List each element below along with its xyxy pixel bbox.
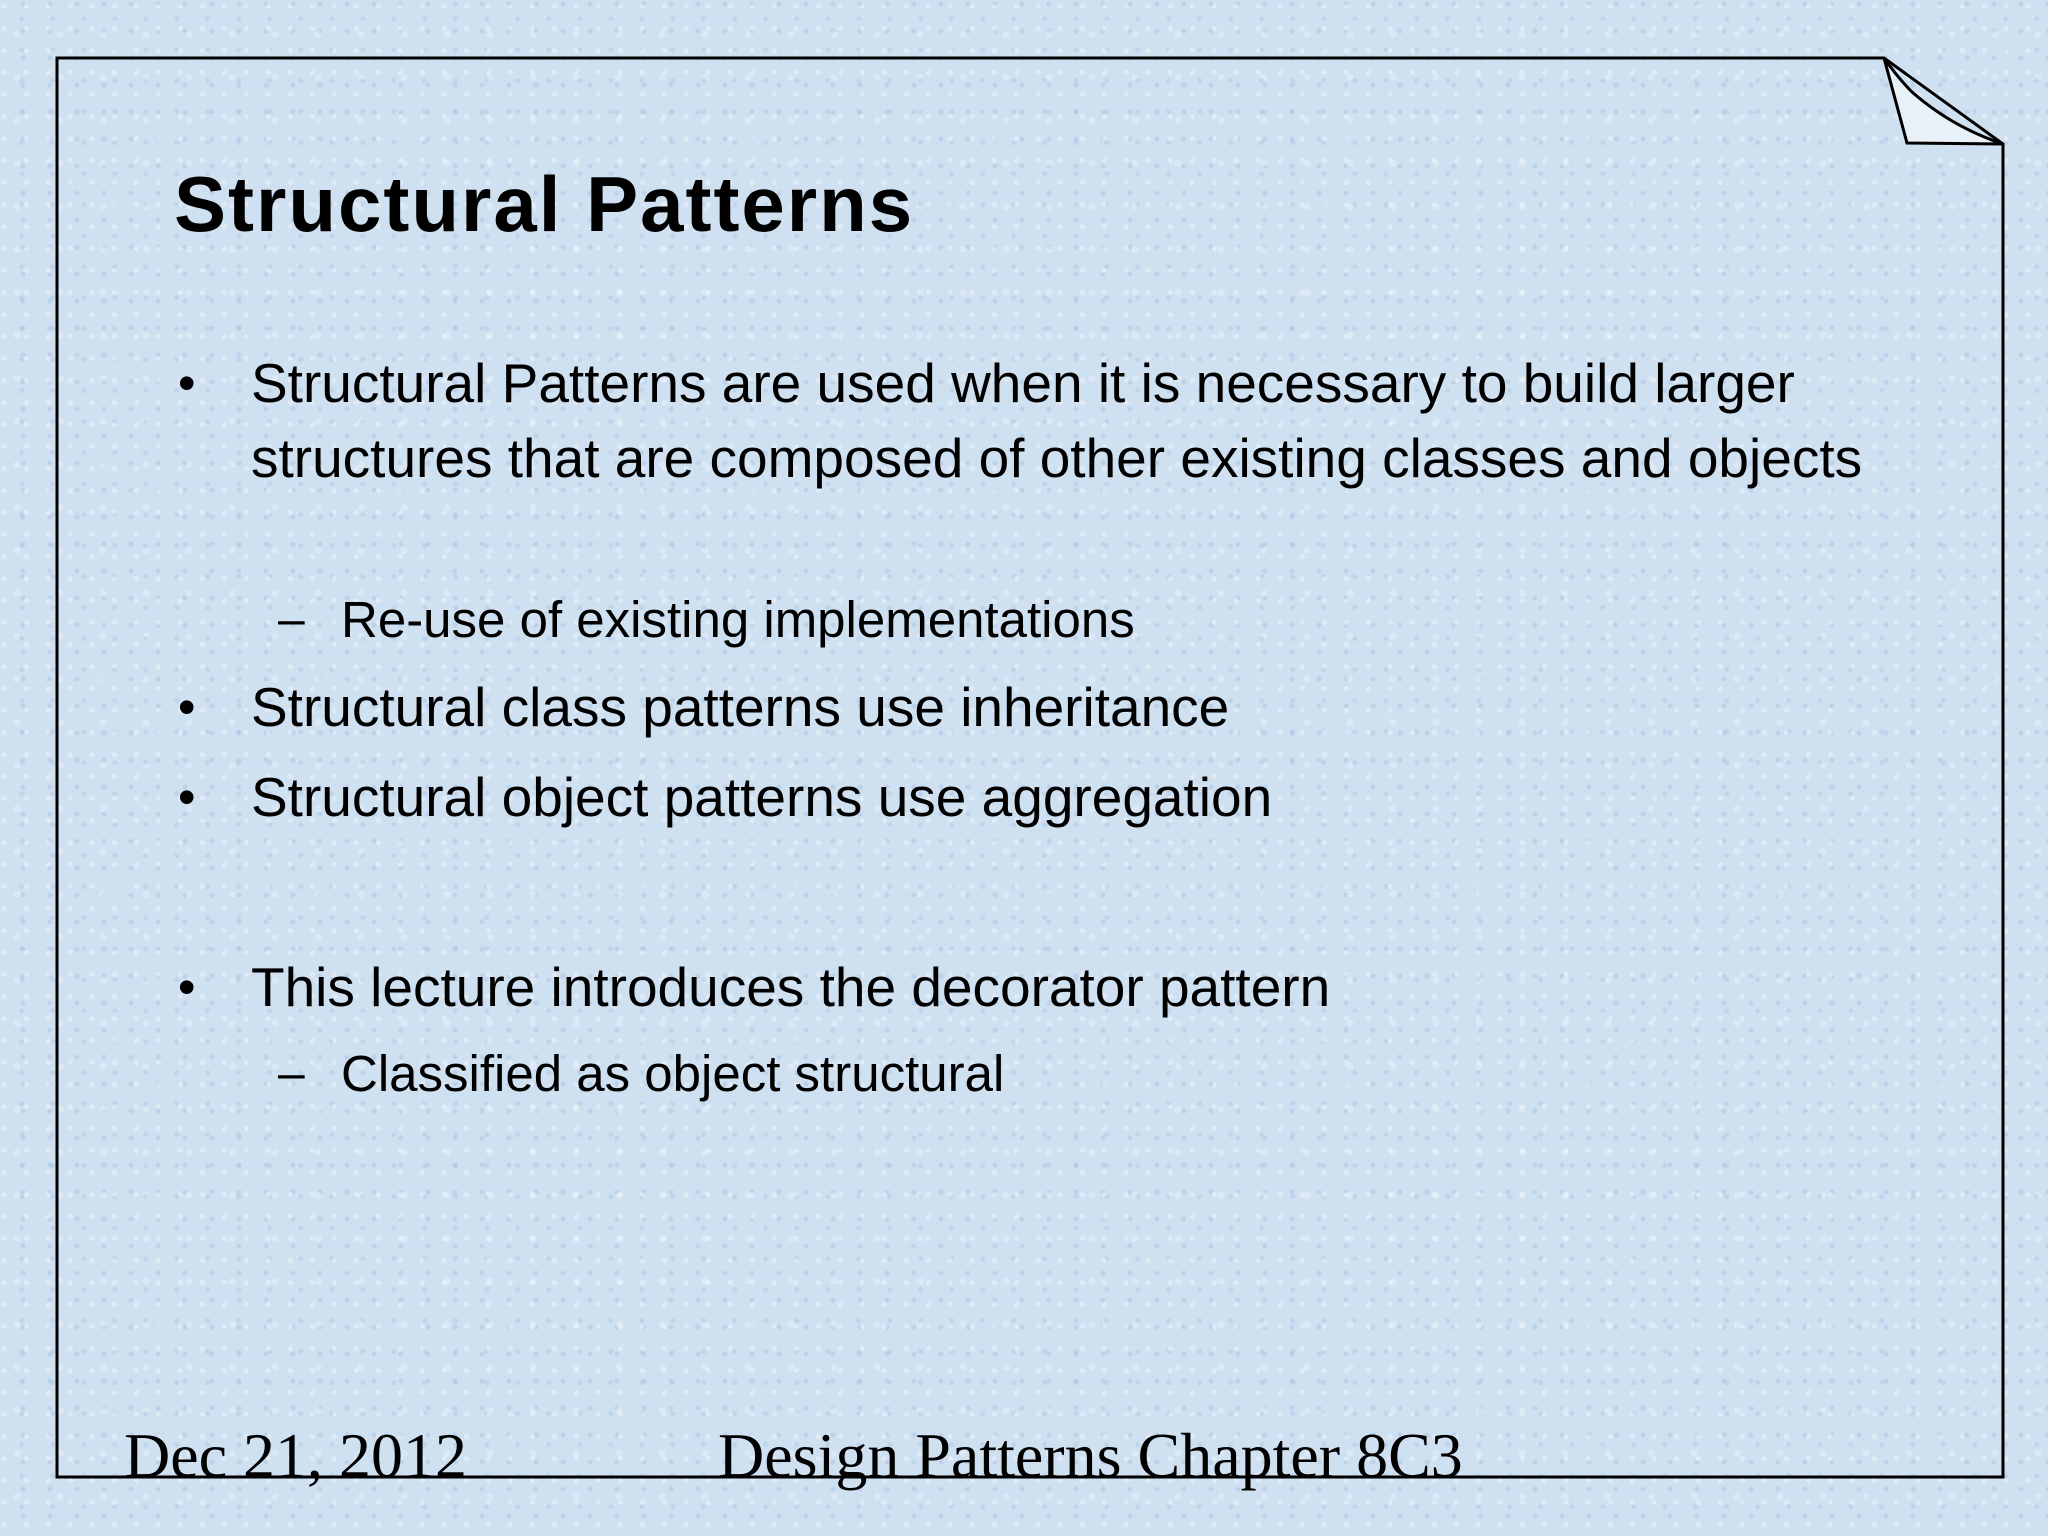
bullet-marker: •	[178, 769, 196, 825]
bullet-text: Structural object patterns use aggregation	[251, 766, 1273, 828]
bullet-text: This lecture introduces the decorator pattern	[251, 956, 1331, 1018]
slide-title: Structural Patterns	[174, 160, 915, 248]
bullet-text: Structural class patterns use inheritance	[251, 676, 1230, 738]
sub-bullet-marker: –	[278, 593, 305, 646]
footer-title: Design Patterns Chapter 8C3	[718, 1420, 1463, 1491]
sub-bullet-text: Re-use of existing implementations	[341, 591, 1135, 648]
footer-date: Dec 21, 2012	[124, 1420, 468, 1491]
bullet-marker: •	[178, 355, 196, 411]
sub-bullet-text: Classified as object structural	[341, 1045, 1005, 1102]
bullet-marker: •	[178, 679, 196, 735]
sub-bullet-marker: –	[278, 1047, 305, 1100]
bullet-text: Structural Patterns are used when it is necessary to build larger structures that are composed of other existing classes and objects	[251, 352, 1863, 489]
bullet-marker: •	[178, 959, 196, 1015]
